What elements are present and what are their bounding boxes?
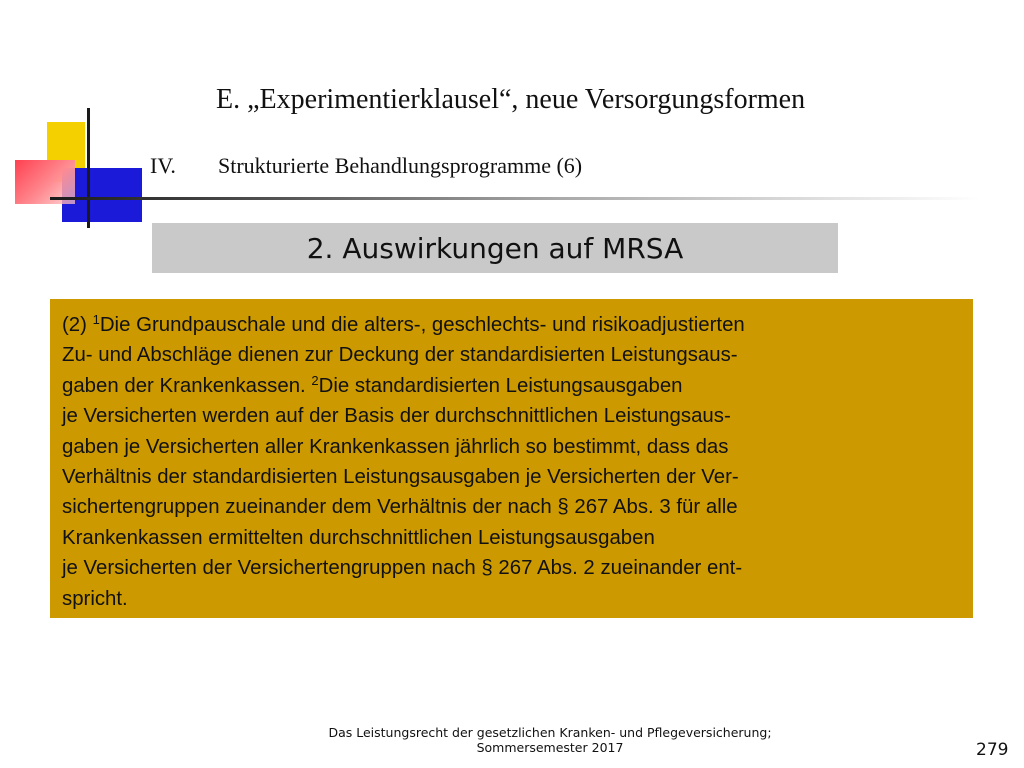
subtitle-text: Strukturierte Behandlungsprogramme (6) <box>218 153 583 178</box>
slide-footer <box>300 725 800 755</box>
text-line: Krankenkassen ermittelten durchschnittlichen Leistungsausgaben <box>62 526 655 549</box>
text-line: spricht. <box>62 587 128 610</box>
header-divider-line <box>50 197 980 200</box>
text-line: je Versicherten werden auf der Basis der durchschnittlichen Leistungsaus- <box>62 405 731 428</box>
text-line: sichertengruppen zueinander dem Verhältnis der nach § 267 Abs. 3 für alle <box>62 496 738 519</box>
text-line: je Versicherten der Versichertengruppen nach § 267 Abs. 2 zueinander ent- <box>62 557 743 580</box>
text-line: (2) $^1$Die Grundpauschale und die alters-, geschlechts- und risikoadjustierten <box>62 312 745 336</box>
section-banner: 2. Auswirkungen auf MRSA <box>152 223 838 273</box>
decor-vertical-line <box>87 108 90 228</box>
legal-text-box <box>50 299 973 618</box>
subtitle-number: IV. <box>150 153 176 178</box>
text-line: gaben je Versicherten aller Krankenkassen jährlich so bestimmt, dass das <box>62 435 729 458</box>
page-number: 279 <box>976 740 1009 760</box>
slide-subtitle <box>150 153 582 179</box>
text-line: Verhältnis der standardisierten Leistungsausgaben je Versicherten der Ver- <box>62 466 739 489</box>
sentence-number: 2 <box>311 372 319 388</box>
slide-title: E. „Experimentierklausel“, neue Versorgungsformen <box>216 84 806 115</box>
text-line: gaben der Krankenkassen. $^2$Die standardisierten Leistungsausgaben <box>62 372 683 397</box>
footer-course-title: Das Leistungsrecht der gesetzlichen Kranken- und Pflegeversicherung; <box>328 725 772 740</box>
text-line: Zu- und Abschläge dienen zur Deckung der standardisierten Leistungsaus- <box>62 344 738 367</box>
sentence-number: 1 <box>92 312 100 327</box>
footer-semester: Sommersemester 2017 <box>476 740 624 755</box>
